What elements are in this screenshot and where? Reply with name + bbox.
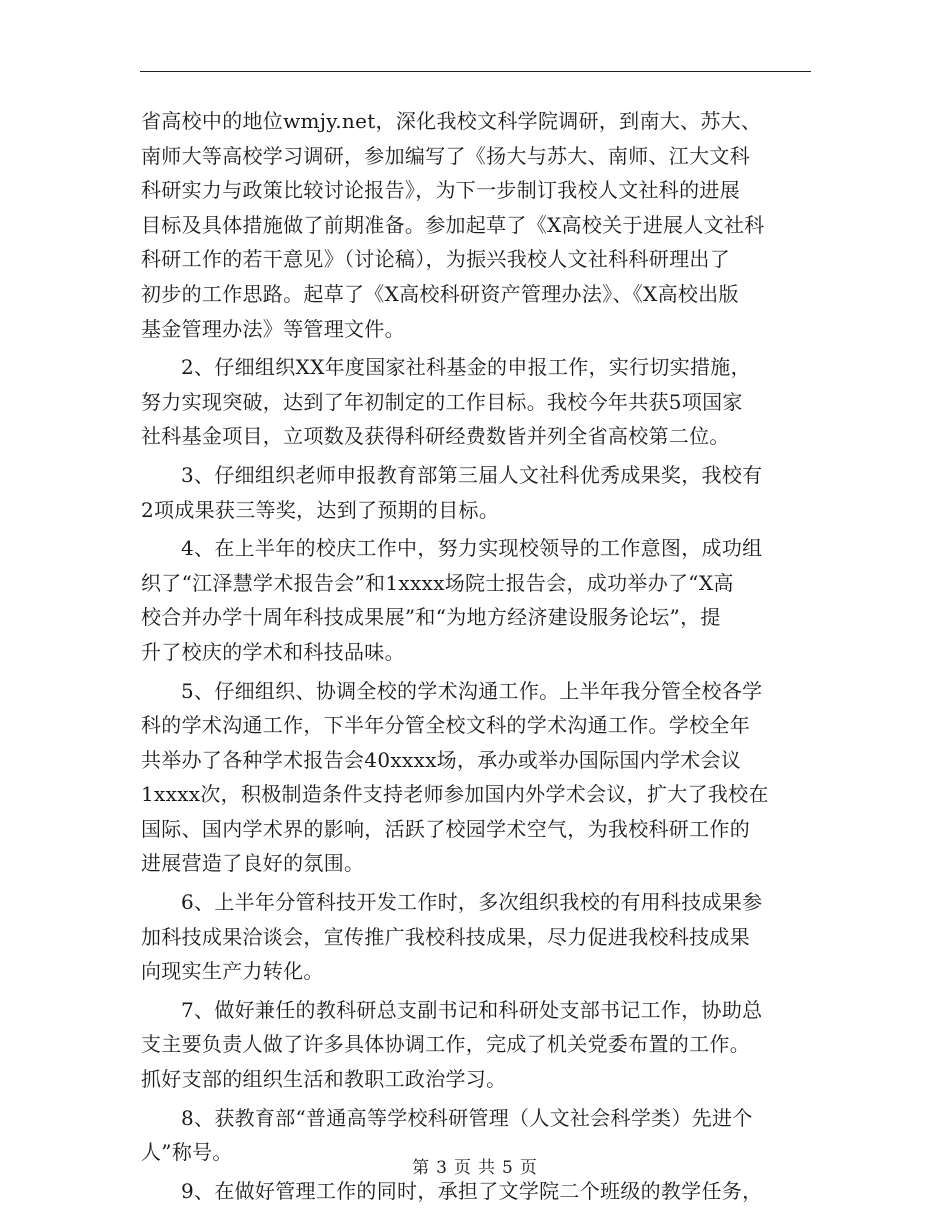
paragraph-first-line: 8、获教育部“普通高等学校科研管理（人文社会科学类）先进个 (181, 1105, 753, 1130)
text-line: 织了“江泽慧学术报告会”和1xxxx场院士报告会，成功举办了“X高 (141, 570, 734, 595)
text-line: 科研工作的若干意见》（讨论稿），为振兴我校人文社科科研理出了 (141, 247, 730, 272)
text-line: 抓好支部的组织生活和教职工政治学习。 (141, 1067, 507, 1092)
text-line: 支主要负责人做了许多具体协调工作，完成了机关党委布置的工作。 (141, 1032, 750, 1057)
footer-total-label: 共 (478, 1158, 496, 1178)
text-line: 科的学术沟通工作，下半年分管全校文科的学术沟通工作。学校全年 (141, 713, 750, 738)
footer-suffix: 页 (519, 1158, 538, 1178)
paragraph-first-line: 9、在做好管理工作的同时，承担了文学院二个班级的教学任务， (181, 1178, 763, 1203)
footer-prefix: 第 (412, 1158, 431, 1178)
paragraph-first-line: 5、仔细组织、协调全校的学术沟通工作。上半年我分管全校各学 (181, 678, 763, 703)
text-line: 1xxxx次，积极制造条件支持老师参加国内外学术会议，扩大了我校在 (141, 782, 769, 807)
text-line: 人”称号。 (141, 1140, 233, 1165)
text-line: 努力实现突破，达到了年初制定的工作目标。我校今年共获5项国家 (141, 389, 743, 414)
text-line: 初步的工作思路。起草了《X高校科研资产管理办法》、《X高校出版 (141, 281, 739, 306)
text-line: 基金管理办法》等管理文件。 (141, 316, 405, 341)
paragraph-first-line: 2、仔细组织XX年度国家社科基金的申报工作，实行切实措施， (181, 355, 751, 380)
document-body (141, 104, 809, 1208)
text-line: 加科技成果洽谈会，宣传推广我校科技成果，尽力促进我校科技成果 (141, 924, 750, 949)
text-line: 共举办了各种学术报告会40xxxx场，承办或举办国际国内学术会议 (141, 747, 742, 772)
text-line: 目标及具体措施做了前期准备。参加起草了《X高校关于进展人文社科 (141, 212, 765, 237)
text-line: 省高校中的地位wmjy.net，深化我校文科学院调研，到南大、苏大、 (141, 109, 762, 133)
text-line: 进展营造了良好的氛围。 (141, 851, 365, 876)
text-line: 南师大等高校学习调研，参加编写了《扬大与苏大、南师、江大文科 (141, 143, 750, 168)
text-line: 2项成果获三等奖，达到了预期的目标。 (141, 497, 500, 522)
paragraph-first-line: 3、仔细组织老师申报教育部第三届人文社科优秀成果奖，我校有 (181, 462, 763, 487)
text-line: 升了校庆的学术和科技品味。 (141, 639, 405, 664)
paragraph-first-line: 7、做好兼任的教科研总支副书记和科研处支部书记工作，协助总 (181, 997, 763, 1022)
footer-page-label: 页 (454, 1158, 472, 1178)
footer-current-page: 3 (436, 1158, 448, 1178)
text-line: 向现实生产力转化。 (141, 959, 324, 984)
text-line: 科研实力与政策比较讨论报告》，为下一步制订我校人文社科的进展 (141, 178, 740, 203)
text-line: 国际、国内学术界的影响，活跃了校园学术空气，为我校科研工作的 (141, 816, 750, 841)
page-footer (0, 1153, 950, 1178)
header-rule (140, 71, 811, 72)
text-line: 校合并办学十周年科技成果展”和“为地方经济建设服务论坛”，提 (141, 605, 721, 630)
paragraph-first-line: 6、上半年分管科技开发工作时，多次组织我校的有用科技成果参 (181, 890, 763, 915)
paragraph-first-line: 4、在上半年的校庆工作中，努力实现校领导的工作意图，成功组 (181, 536, 763, 561)
footer-total-pages: 5 (502, 1158, 514, 1178)
text-line: 社科基金项目，立项数及获得科研经费数皆并列全省高校第二位。 (141, 424, 730, 449)
